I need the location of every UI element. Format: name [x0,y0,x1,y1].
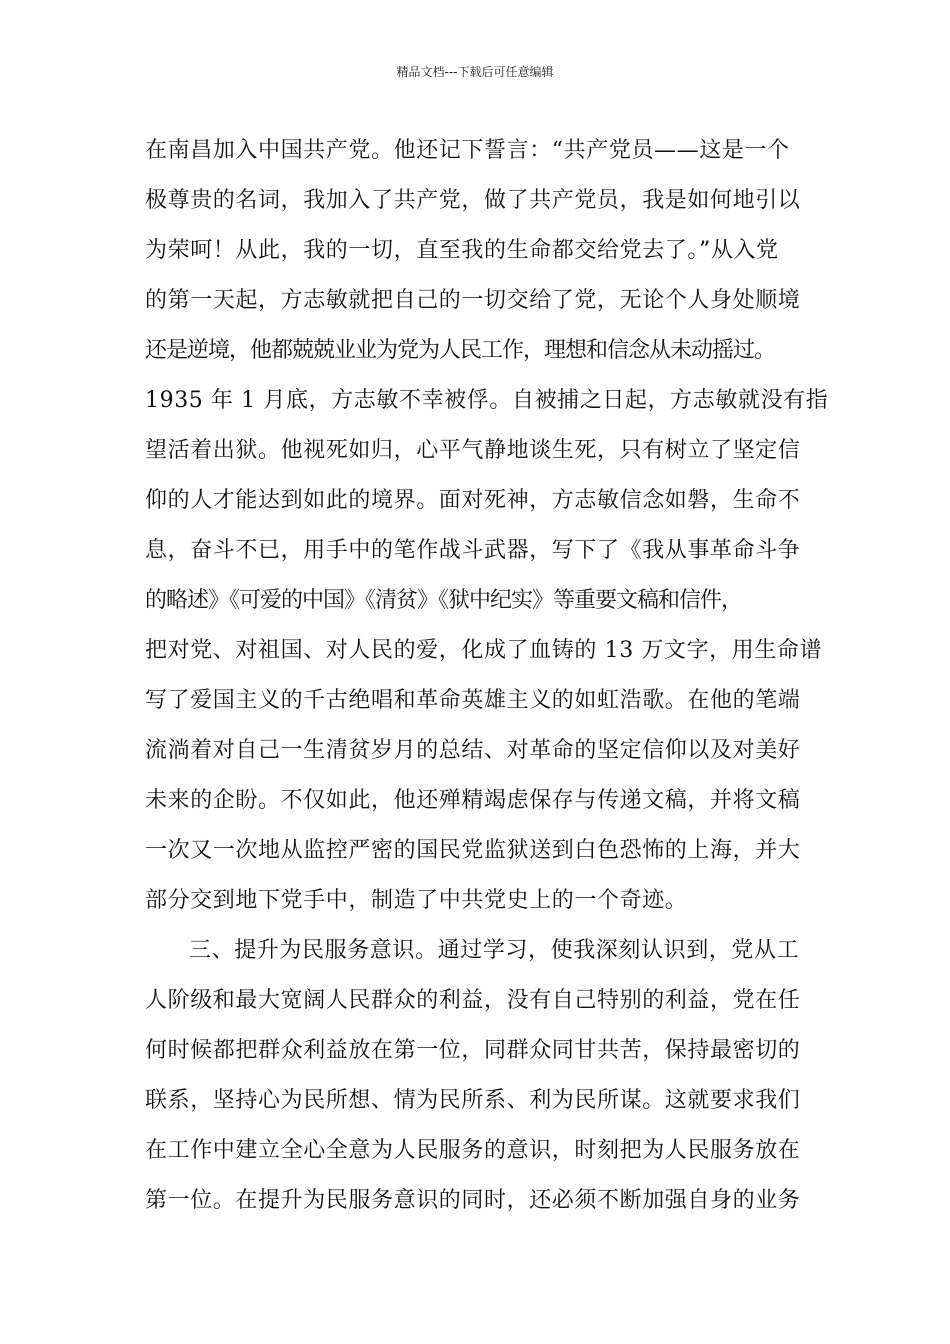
text-line: 未来的企盼。不仅如此，他还殚精竭虑保存与传递文稿，并将文稿 [145,788,801,813]
text-line: 的第一天起，方志敏就把自己的一切交给了党，无论个人身处顺境 [145,288,801,313]
text-line: 仰的人才能达到如此的境界。面对死神，方志敏信念如磐，生命不 [145,488,801,513]
document-body [145,126,829,1226]
text-line: 在工作中建立全心全意为人民服务的意识，时刻把为人民服务放在 [145,1138,801,1163]
text-line: 极尊贵的名词，我加入了共产党，做了共产党员，我是如何地引以 [145,188,801,213]
text-line: 人阶级和最大宽阔人民群众的利益，没有自己特别的利益，党在任 [145,988,801,1013]
text-line: 为荣呵！从此，我的一切，直至我的生命都交给党去了。”从入党 [145,238,779,263]
page-header: 精品文档---下载后可任意编辑 [396,65,554,79]
text-line: 第一位。在提升为民服务意识的同时，还必须不断加强自身的业务 [145,1188,801,1213]
text-line: 何时候都把群众利益放在第一位，同群众同甘共苦，保持最密切的 [145,1038,801,1063]
text-line: 联系，坚持心为民所想、情为民所系、利为民所谋。这就要求我们 [145,1088,801,1113]
text-line: 把对党、对祖国、对人民的爱，化成了血铸的 13 万文字，用生命谱 [145,638,823,663]
text-line: 息，奋斗不已，用手中的笔作战斗武器，写下了《我从事革命斗争 [145,538,801,563]
text-line: 1935 年 1 月底，方志敏不幸被俘。自被捕之日起，方志敏就没有指 [145,388,829,413]
text-line: 还是逆境，他都兢兢业业为党为人民工作，理想和信念从未动摇过。 [145,338,776,363]
text-line: 在南昌加入中国共产党。他还记下誓言：“共产党员——这是一个 [145,138,790,163]
text-line: 望活着出狱。他视死如归，心平气静地谈生死，只有树立了坚定信 [145,438,801,463]
text-line: 写了爱国主义的千古绝唱和革命英雄主义的如虹浩歌。在他的笔端 [145,688,801,713]
text-line: 的略述》《可爱的中国》《清贫》《狱中纪实》等重要文稿和信件， [145,588,743,613]
text-line: 流淌着对自己一生清贫岁月的总结、对革命的坚定信仰以及对美好 [145,738,801,763]
paragraph-start-line: 三、提升为民服务意识。通过学习，使我深刻认识到，党从工 [189,938,800,963]
text-line: 一次又一次地从监控严密的国民党监狱送到白色恐怖的上海，并大 [145,838,801,863]
text-line: 部分交到地下党手中，制造了中共党史上的一个奇迹。 [145,888,688,913]
